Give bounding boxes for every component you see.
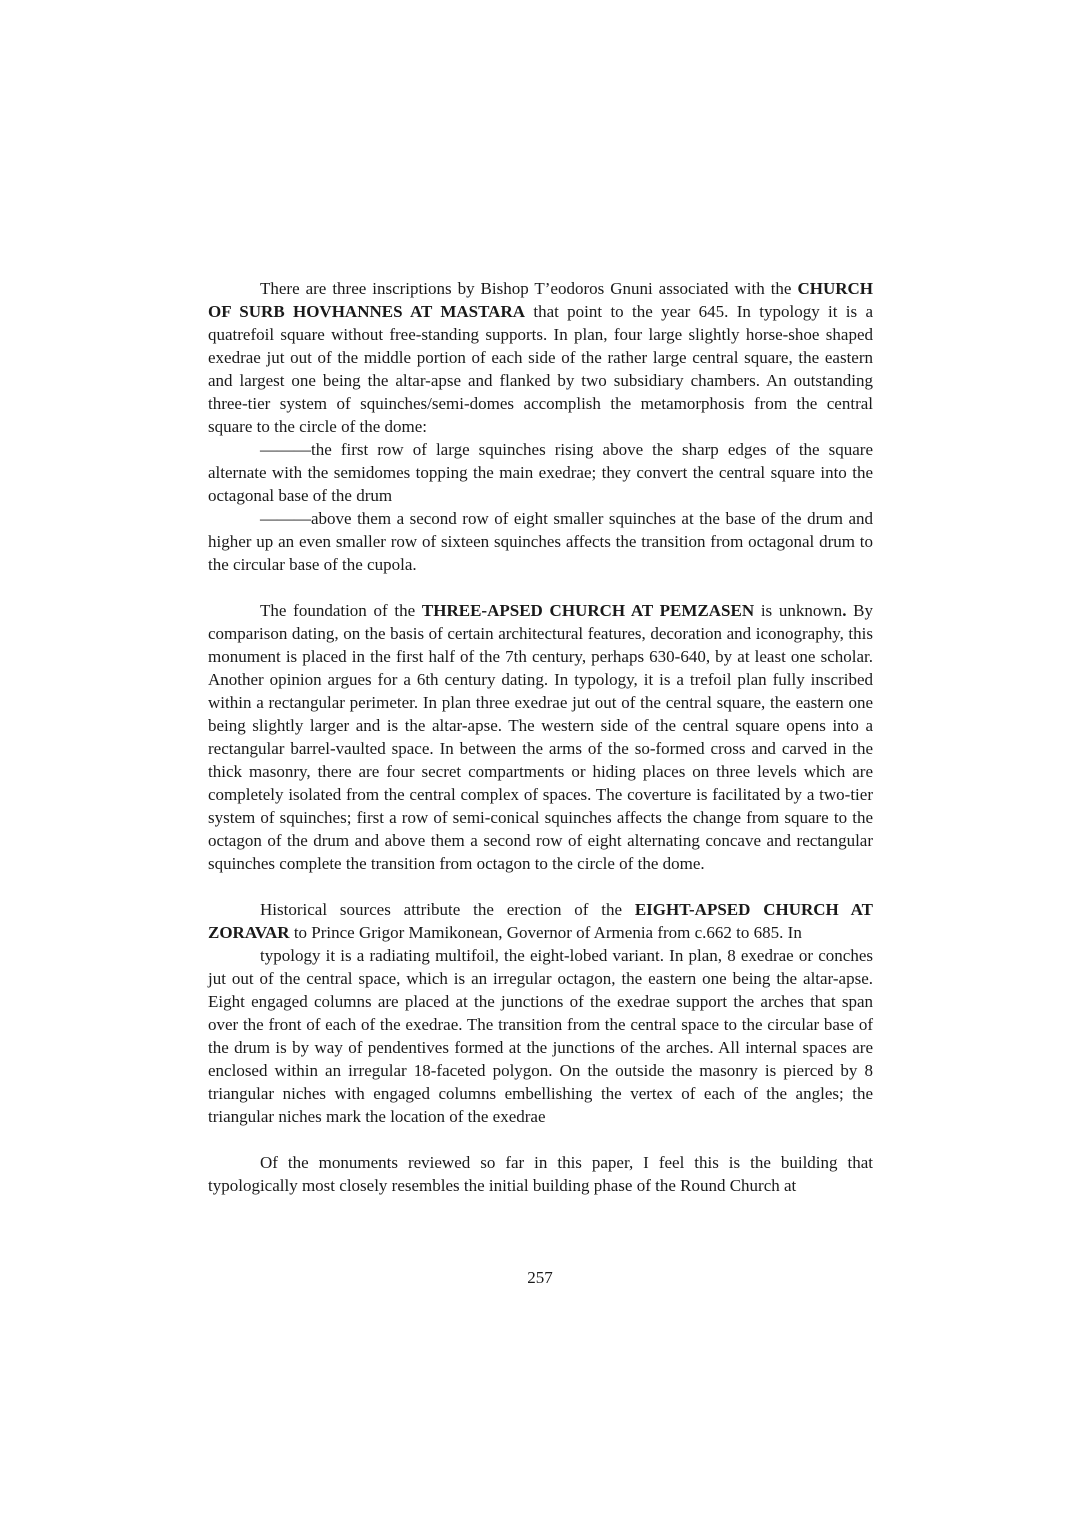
text-run: that point to the year 645. In typology it is a quatrefoil square without free-standing supports. In plan, four large slightly horse-shoe shaped exedrae jut out of the middle portion of each side of the rather large central square, the eastern and largest one being the altar-apse and flanked by two subsidiary chambers. An outstanding three-tier system of squinches/semi-domes accomplish the metamorphosis from the central square to the circle of the dome: (208, 302, 874, 436)
paragraph-first-row-squinches (208, 438, 873, 507)
text-run: typology it is a radiating multifoil, the eight-lobed variant. In plan, 8 exedrae or conches jut out of the central space, which is an irregular octagon, the eastern one being the altar-apse. Eight engaged columns are placed at the junctions of the exedrae support the arches that span over the front of each of the exedrae. The transition from the central space to the circular base of the drum is by way of pendentives formed at the junctions of the arches. All internal spaces are enclosed within an irregular 18-faceted polygon. On the outside the masonry is pierced by 8 triangular niches with engaged columns embellishing the vertex of each of the angles; the triangular niches mark the location of the exedrae (208, 946, 873, 1126)
paragraph-gap (208, 875, 873, 898)
page-number: 257 (527, 1268, 553, 1287)
text-run: There are three inscriptions by Bishop T’eodoros Gnuni associated with the (260, 279, 798, 298)
text-run: The foundation of the (260, 601, 422, 620)
paragraph-conclusion (208, 1151, 873, 1197)
page-body (208, 277, 873, 1197)
text-run: is unknown (754, 601, 843, 620)
paragraph-zoravar (208, 898, 873, 944)
church-title-pemzasen: THREE-APSED CHURCH AT PEMZASEN (421, 601, 755, 620)
text-run: Of the monuments reviewed so far in this paper, I feel this is the building that typologically most closely resembles the initial building phase of the Round Church at (208, 1153, 873, 1195)
paragraph-gap (208, 1128, 873, 1151)
bold-period: . (842, 601, 847, 620)
church-title-zoravar: EIGHT-APSED CHURCH AT ZORAVAR (208, 900, 874, 942)
paragraph-second-row-squinches (208, 507, 873, 576)
church-title-mastara: CHURCH OF SURB HOVHANNES AT MASTARA (208, 279, 873, 321)
paragraph-mastara (208, 277, 873, 438)
text-run: ———the first row of large squinches rising above the sharp edges of the square alternate with the semidomes topping the main exedrae; they convert the central square into the octagonal base of the drum (208, 440, 873, 505)
text-run: Historical sources attribute the erection of the (260, 900, 635, 919)
text-run: By comparison dating, on the basis of certain architectural features, decoration and iconography, this monument is placed in the first half of the 7th century, perhaps 630-640, by at least one scholar. Another opinion argues for a 6th century dating. In typology, it is a trefoil plan fully inscribed within a rectangular perimeter. In plan three exedrae jut out of the central square, the eastern one being slightly larger and is the altar-apse. The western side of the central square opens into a rectangular barrel-vaulted space. In between the arms of the so-formed cross and carved in the thick masonry, there are four secret compartments or hiding places on three levels which are completely isolated from the central complex of spaces. The coverture is facilitated by a two-tier system of squinches; first a row of semi-conical squinches affects the change from square to the octagon of the drum and above them a second row of eight alternating concave and rectangular squinches complete the transition from octagon to the circle of the dome. (208, 601, 873, 873)
text-run: to Prince Grigor Mamikonean, Governor of Armenia from c.662 to 685. In (289, 923, 802, 942)
paragraph-gap (208, 576, 873, 599)
paragraph-pemzasen (208, 599, 873, 875)
text-run: ———above them a second row of eight smaller squinches at the base of the drum and higher up an even smaller row of sixteen squinches affects the transition from octagonal drum to the circular base of the cupola. (208, 509, 873, 574)
paragraph-zoravar-typology (208, 944, 873, 1128)
